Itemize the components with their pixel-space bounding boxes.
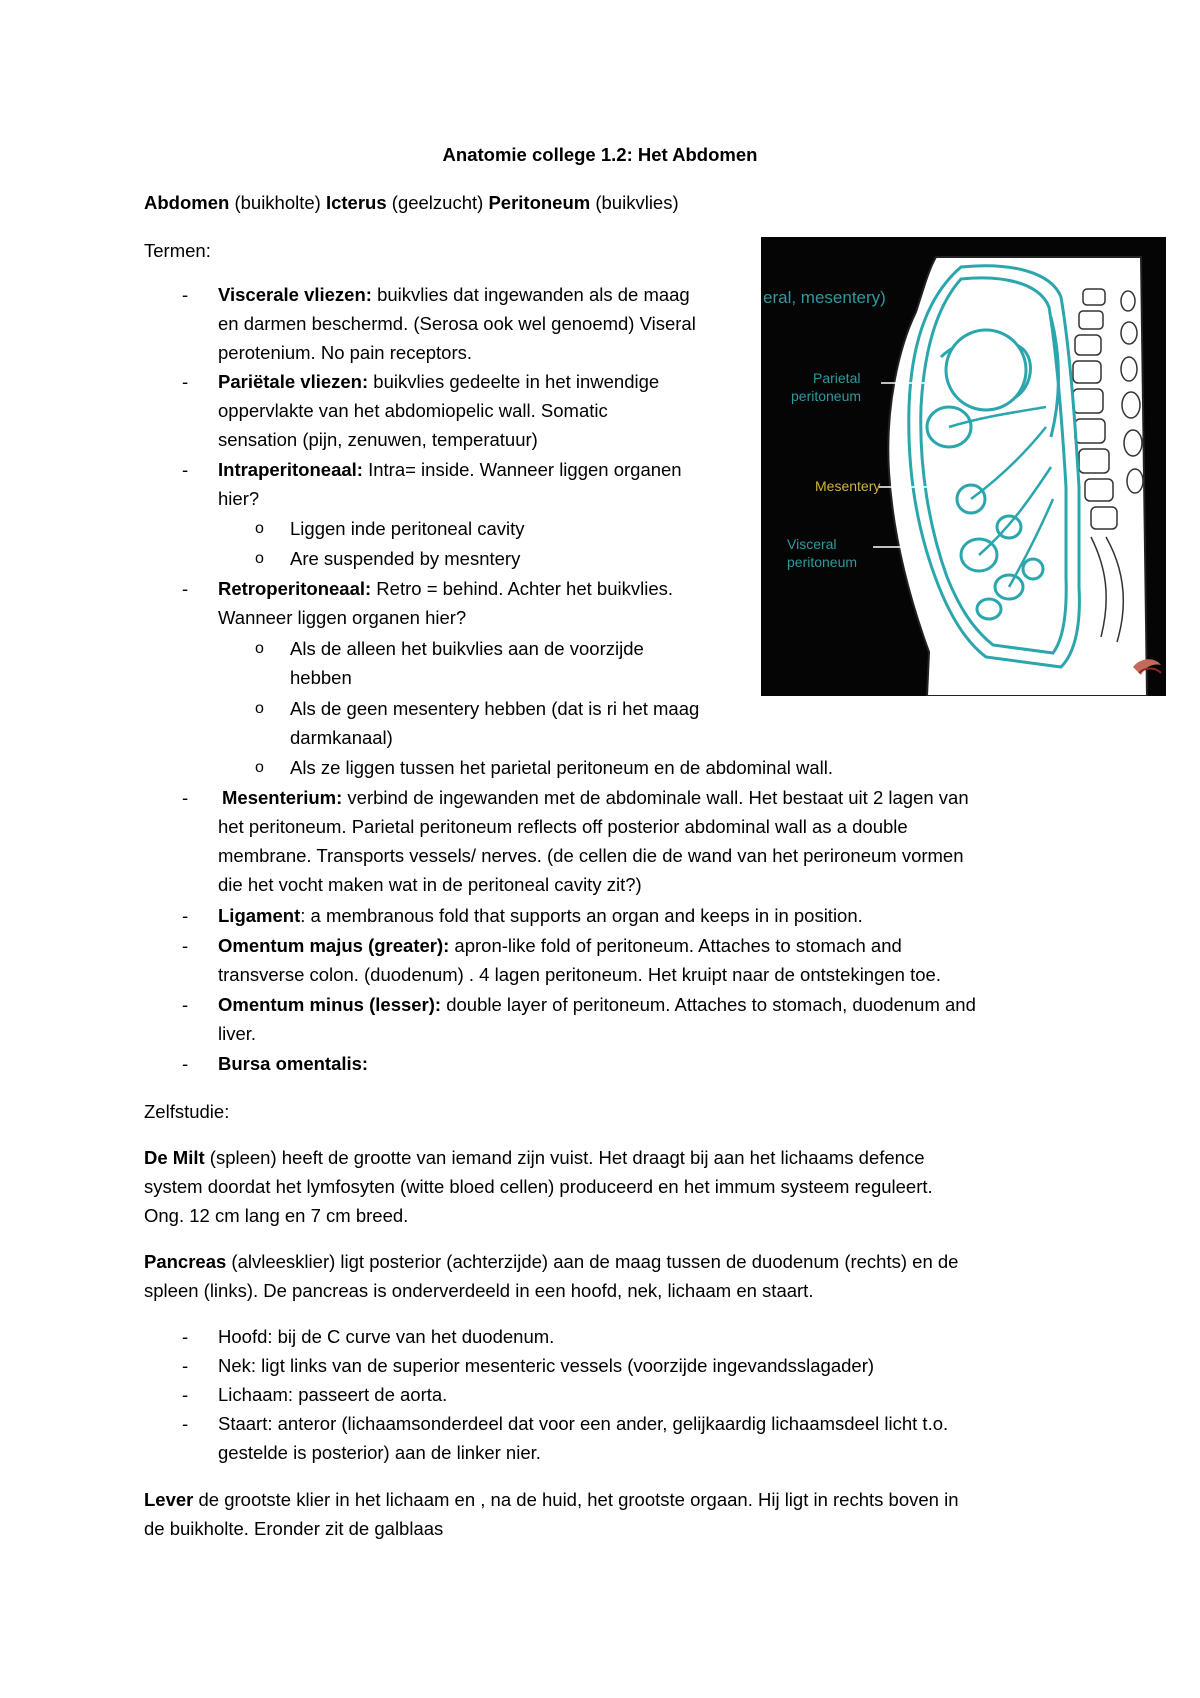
bullet-dash: - — [182, 1413, 189, 1434]
term-text: apron-like fold of peritoneum. Attaches to stomach and — [449, 935, 902, 956]
paragraph-text: de grootste klier in het lichaam en , na de huid, het grootste orgaan. Hij ligt in rechts boven in — [193, 1489, 959, 1510]
bullet-dash: - — [182, 1053, 189, 1074]
sub-bullet: o — [255, 640, 264, 657]
sub-item: Liggen inde peritoneal cavity — [290, 518, 525, 539]
list-item-text: oppervlakte van het abdomiopelic wall. Somatic — [218, 400, 608, 421]
bullet-dash: - — [182, 1384, 189, 1405]
term-label: Viscerale vliezen: — [218, 284, 372, 305]
sub-bullet: o — [255, 759, 264, 776]
lever-paragraph — [144, 1485, 959, 1514]
list-item: Lichaam: passeert de aorta. — [218, 1384, 448, 1405]
term-icterus: Icterus — [325, 192, 387, 213]
intro-text: (buikholte) — [229, 192, 326, 213]
list-item-retro — [218, 574, 673, 603]
termen-heading: Termen: — [144, 240, 211, 261]
bullet-dash: - — [182, 371, 189, 392]
term-text: verbind de ingewanden met de abdominale wall. Het bestaat uit 2 lagen van — [342, 787, 969, 808]
list-item-bursa — [218, 1049, 368, 1078]
list-item-mesenterium — [222, 783, 969, 812]
bullet-dash: - — [182, 284, 189, 305]
term-abdomen: Abdomen — [144, 192, 230, 213]
list-item-text: transverse colon. (duodenum) . 4 lagen peritoneum. Het kruipt naar de ontstekingen toe. — [218, 964, 941, 985]
term-label: Mesenterium: — [222, 787, 343, 808]
list-item-ligament — [218, 901, 863, 930]
list-item-text: hier? — [218, 488, 260, 509]
peritoneum-diagram — [761, 237, 1166, 696]
milt-paragraph — [144, 1143, 925, 1172]
term-text: buikvlies dat ingewanden als de maag — [371, 284, 690, 305]
sub-item: hebben — [290, 667, 352, 688]
term-text: Retro = behind. Achter het buikvlies. — [371, 578, 673, 599]
term-label: De Milt — [144, 1147, 205, 1168]
paragraph-text: (alvleesklier) ligt posterior (achterzijde) aan de maag tussen de duodenum (rechts) en de — [226, 1251, 959, 1272]
sub-item: Als de geen mesentery hebben (dat is ri het maag — [290, 698, 700, 719]
list-item-omentum-majus — [218, 931, 902, 960]
list-item-intra — [218, 455, 682, 484]
term-text: : a membranous fold that supports an organ and keeps in in position. — [300, 905, 863, 926]
bullet-dash: - — [182, 935, 189, 956]
term-label: Ligament — [218, 905, 301, 926]
label-visceral-1: Visceral — [787, 536, 837, 552]
sub-item: Als de alleen het buikvlies aan de voorzijde — [290, 638, 644, 659]
sub-item: Are suspended by mesntery — [290, 548, 521, 569]
term-text: buikvlies gedeelte in het inwendige — [368, 371, 660, 392]
term-label: Omentum minus (lesser): — [218, 994, 442, 1015]
intro-text: (geelzucht) — [386, 192, 489, 213]
intro-text: (buikvlies) — [590, 192, 679, 213]
term-text: Intra= inside. Wanneer liggen organen — [362, 459, 682, 480]
paragraph-text: de buikholte. Eronder zit de galblaas — [144, 1518, 444, 1539]
sub-item: Als ze liggen tussen het parietal peritoneum en de abdominal wall. — [290, 757, 833, 778]
sub-bullet: o — [255, 520, 264, 537]
term-text: double layer of peritoneum. Attaches to stomach, duodenum and — [441, 994, 976, 1015]
bullet-dash: - — [182, 994, 189, 1015]
list-item-text: en darmen beschermd. (Serosa ook wel genoemd) Viseral — [218, 313, 696, 334]
peritoneum-figure — [761, 237, 1166, 696]
term-label: Retroperitoneaal: — [218, 578, 372, 599]
label-mesentery: Mesentery — [815, 478, 881, 494]
list-item-text: sensation (pijn, zenuwen, temperatuur) — [218, 429, 538, 450]
list-item-viscerale — [218, 280, 690, 309]
paragraph-text: Ong. 12 cm lang en 7 cm breed. — [144, 1205, 409, 1226]
term-label: Pariëtale vliezen: — [218, 371, 369, 392]
paragraph-text: system doordat het lymfosyten (witte bloed cellen) produceerd en het immum systeem reguleert. — [144, 1176, 933, 1197]
bullet-dash: - — [182, 1326, 189, 1347]
bullet-dash: - — [182, 905, 189, 926]
term-label: Intraperitoneaal: — [218, 459, 363, 480]
list-item: Staart: anteror (lichaamsonderdeel dat voor een ander, gelijkaardig lichaamsdeel licht t.o. — [218, 1413, 949, 1434]
paragraph-text: (spleen) heeft de grootte van iemand zijn vuist. Het draagt bij aan het lichaams defence — [204, 1147, 925, 1168]
list-item-text: perotenium. No pain receptors. — [218, 342, 472, 363]
term-peritoneum: Peritoneum — [488, 192, 591, 213]
zelfstudie-heading: Zelfstudie: — [144, 1101, 230, 1122]
list-item-text: het peritoneum. Parietal peritoneum reflects off posterior abdominal wall as a double — [218, 816, 908, 837]
list-item-text: die het vocht maken wat in de peritoneal cavity zit?) — [218, 874, 642, 895]
list-item-text: membrane. Transports vessels/ nerves. (de cellen die de wand van het perironeum vormen — [218, 845, 964, 866]
term-label: Lever — [144, 1489, 194, 1510]
bullet-dash: - — [182, 459, 189, 480]
body-outline — [888, 257, 1147, 696]
term-label: Omentum majus (greater): — [218, 935, 450, 956]
list-item-omentum-minus — [218, 990, 976, 1019]
label-top: eral, mesentery) — [763, 288, 886, 307]
sub-item: darmkanaal) — [290, 727, 393, 748]
pancreas-paragraph — [144, 1247, 958, 1276]
list-item-text: liver. — [218, 1023, 257, 1044]
list-item-parietale — [218, 367, 659, 396]
list-item-text: gestelde is posterior) aan de linker nier. — [218, 1442, 541, 1463]
label-visceral-2: peritoneum — [787, 554, 858, 570]
list-item: Hoofd: bij de C curve van het duodenum. — [218, 1326, 555, 1347]
bullet-dash: - — [182, 1355, 189, 1376]
bullet-dash: - — [182, 787, 189, 808]
list-item: Nek: ligt links van de superior mesenteric vessels (voorzijde ingevandsslagader) — [218, 1355, 875, 1376]
label-parietal-2: peritoneum — [791, 388, 862, 404]
list-item-text: Wanneer liggen organen hier? — [218, 607, 467, 628]
paragraph-text: spleen (links). De pancreas is onderverdeeld in een hoofd, nek, lichaam en staart. — [144, 1280, 814, 1301]
term-label: Pancreas — [144, 1251, 227, 1272]
term-label: Bursa omentalis: — [218, 1053, 369, 1074]
sub-bullet: o — [255, 550, 264, 567]
intro-line — [144, 188, 679, 217]
sub-bullet: o — [255, 700, 264, 717]
bullet-dash: - — [182, 578, 189, 599]
label-parietal-1: Parietal — [813, 370, 861, 386]
document-title: Anatomie college 1.2: Het Abdomen — [442, 144, 758, 165]
